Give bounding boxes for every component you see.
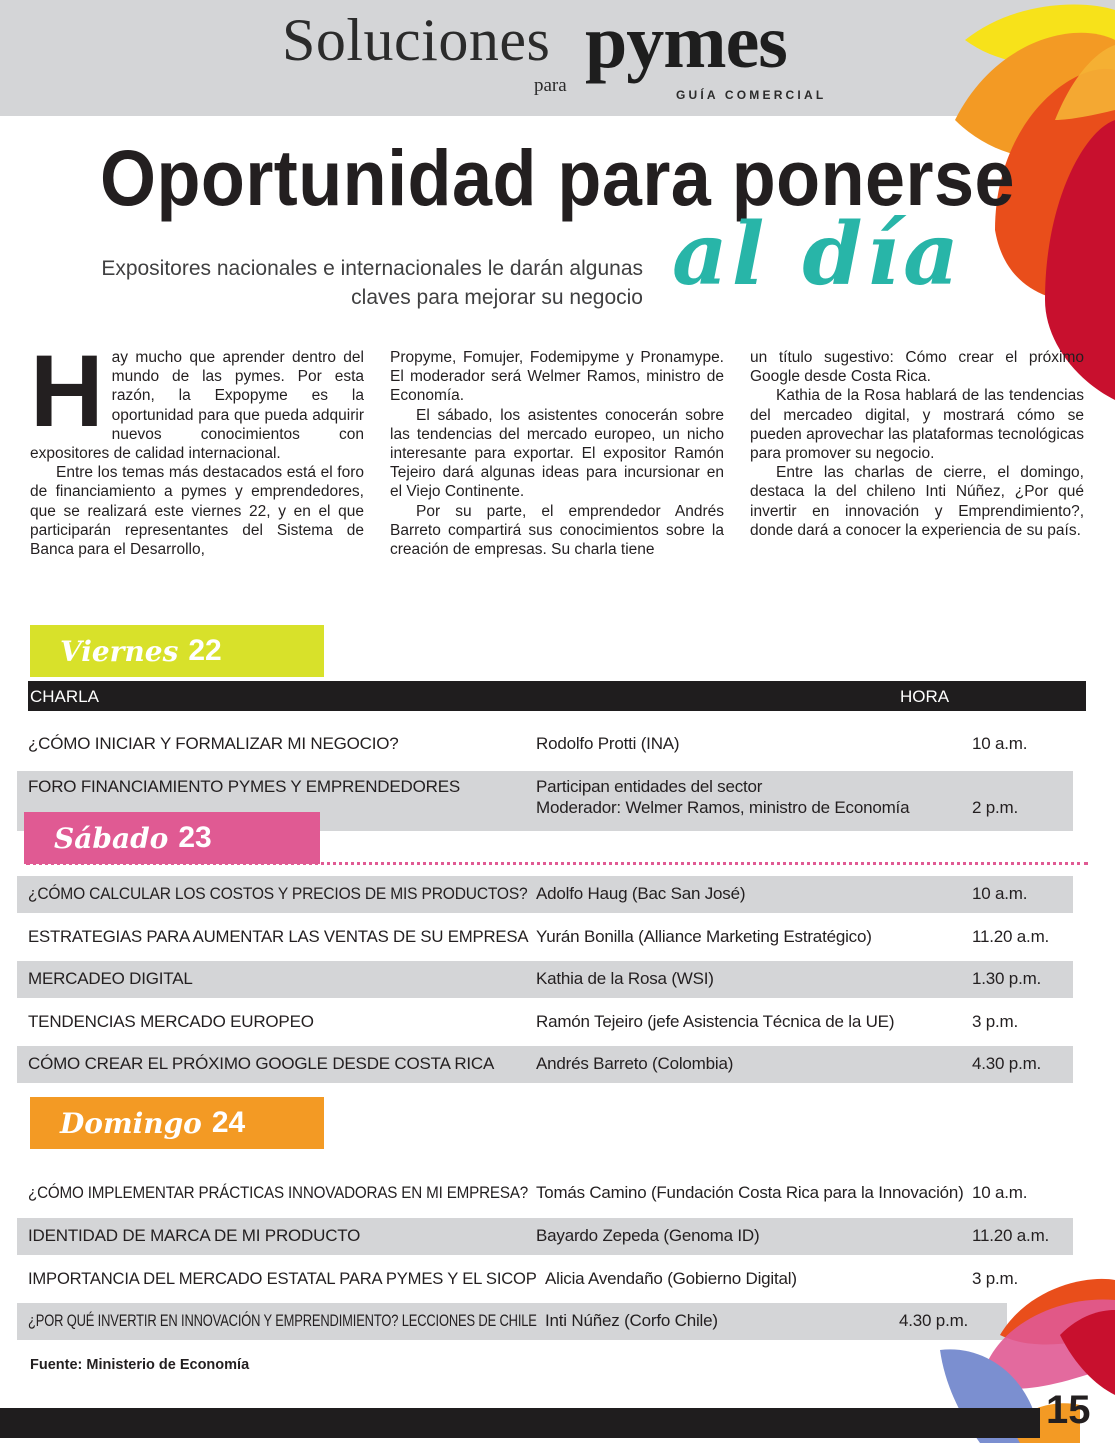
row-charla: IDENTIDAD DE MARCA DE MI PRODUCTO [28,1226,361,1245]
paragraph: El sábado, los asistentes conocerán sobre las tendencias del mercado europeo, un nicho interesante para exportar. El expositor Ramón Tejeiro dará algunas ideas para incursionar en el Viejo Continente. [390,406,724,501]
row-expositor: Andrés Barreto (Colombia) [536,1054,734,1073]
row-hora: 4.30 p.m. [899,1311,969,1330]
schedule-header [28,681,1086,711]
row-hora: 1.30 p.m. [972,969,1042,988]
brand-pymes: pymes [585,0,787,84]
row-charla: IMPORTANCIA DEL MERCADO ESTATAL PARA PYMES Y EL SICOP [28,1269,537,1288]
article-column-1 [30,334,364,559]
day-number: 24 [211,1106,246,1139]
row-charla: FORO FINANCIAMIENTO PYMES Y EMPRENDEDORES [28,777,460,796]
row-hora: 3 p.m. [972,1269,1019,1288]
row-hora: 10 a.m. [972,884,1028,903]
row-expositor: Ramón Tejeiro (jefe Asistencia Técnica de la UE) [536,1012,895,1031]
footer-bar [0,1408,1040,1438]
row-charla: CÓMO CREAR EL PRÓXIMO GOOGLE DESDE COSTA RICA [28,1054,495,1073]
article-column-3 [750,348,1084,540]
day-name: Viernes [60,634,179,668]
row-charla: TENDENCIAS MERCADO EUROPEO [28,1012,314,1031]
paragraph: Entre las charlas de cierre, el domingo, destaca la del chileno Inti Núñez, ¿Por qué invertir en innovación y Emprendimiento?, donde dará a conocer la experiencia de su país. [750,464,1084,539]
row-charla: ESTRATEGIAS PARA AUMENTAR LAS VENTAS DE SU EMPRESA [28,927,529,946]
schedule-row [17,1004,1073,1041]
row-expositor: Yurán Bonilla (Alliance Marketing Estratégico) [536,927,872,946]
paragraph: Entre los temas más destacados está el foro de financiamiento a pymes y emprendedores, que se realizará este viernes 22, y en el que participarán representantes del Sistema de Banca para el Desarrollo, [30,464,364,559]
row-hora: 10 a.m. [972,1183,1028,1202]
row-expositor: Tomás Camino (Fundación Costa Rica para la Innovación) [536,1183,964,1202]
article-headline-script: al día [672,204,963,305]
row-charla: ¿POR QUÉ INVERTIR EN INNOVACIÓN Y EMPRENDIMIENTO? LECCIONES DE CHILE [28,1311,537,1330]
row-expositor: Inti Núñez (Corfo Chile) [545,1311,718,1330]
row-expositor: Rodolfo Protti (INA) [536,734,680,753]
row-hora: 3 p.m. [972,1012,1019,1031]
day-number: 23 [178,821,212,854]
page-number: 15 [1046,1388,1091,1432]
header-charla: CHARLA [30,687,99,706]
row-charla: MERCADEO DIGITAL [28,969,193,988]
row-expositor: Alicia Avendaño (Gobierno Digital) [545,1269,797,1288]
row-expositor: Adolfo Haug (Bac San José) [536,884,746,903]
subtitle-line: claves para mejorar su negocio [351,286,643,309]
dotted-separator [26,862,1088,865]
row-expositor: Participan entidades del sector [536,777,763,796]
schedule-row [17,1046,1073,1083]
paragraph: Por su parte, el emprendedor Andrés Barreto compartirá sus conocimientos sobre la creación de empresas. Su charla tiene [390,502,724,559]
row-expositor-2: Moderador: Welmer Ramos, ministro de Economía [536,798,910,817]
schedule-row [17,726,1073,762]
paragraph: un título sugestivo: Cómo crear el próximo Google desde Costa Rica. [750,349,1084,386]
row-hora: 4.30 p.m. [972,1054,1042,1073]
day-name: Sábado [54,821,169,855]
row-hora: 11.20 a.m. [972,1226,1050,1245]
row-expositor: Kathia de la Rosa (WSI) [536,969,714,988]
row-charla: ¿CÓMO IMPLEMENTAR PRÁCTICAS INNOVADORAS EN MI EMPRESA? [28,1183,529,1202]
day-name: Domingo [60,1106,202,1140]
subtitle-line: Expositores nacionales e internacionales le darán algunas [101,257,643,280]
brand-soluciones: Soluciones [282,7,551,73]
paragraph: Kathia de la Rosa hablará de las tendencias del mercadeo digital, y mostrará cómo se pueden aprovechar las plataformas tecnológicas para promover su negocio. [750,387,1084,463]
brand-guia-comercial: GUÍA COMERCIAL [676,88,827,102]
paragraph: ay mucho que aprender dentro del mundo de las pymes. Por esta razón, la Expopyme es la oportunidad para que pueda adquirir nuevos conocimientos con expositores de calidad internacional. [30,349,364,463]
article-column-2 [390,348,724,559]
row-charla: ¿CÓMO CALCULAR LOS COSTOS Y PRECIOS DE MIS PRODUCTOS? [28,884,528,903]
day-tab-sabado [24,812,320,864]
dropcap: H [30,334,104,448]
row-charla: ¿CÓMO INICIAR Y FORMALIZAR MI NEGOCIO? [28,734,399,753]
schedule-row [17,961,1073,998]
row-hora: 2 p.m. [972,798,1019,817]
schedule-row [17,1218,1073,1255]
schedule-row [17,1303,1007,1340]
brand-para: para [534,75,567,96]
row-hora: 11.20 a.m. [972,927,1050,946]
schedule-row [17,919,1073,956]
header-hora: HORA [900,687,950,706]
article-subtitle [43,254,643,312]
source-note: Fuente: Ministerio de Economía [30,1357,250,1373]
day-number: 22 [188,634,222,667]
day-tab-viernes [30,625,324,677]
schedule-row [17,876,1073,913]
schedule-row [17,1175,1073,1212]
article-headline: Oportunidad para ponerse [100,133,1016,222]
paragraph: Propyme, Fomujer, Fodemipyme y Pronamype. El moderador será Welmer Ramos, ministro de Economía. [390,349,724,405]
row-hora: 10 a.m. [972,734,1028,753]
schedule-row [17,1261,1073,1298]
day-tab-domingo [30,1097,324,1149]
row-expositor: Bayardo Zepeda (Genoma ID) [536,1226,760,1245]
